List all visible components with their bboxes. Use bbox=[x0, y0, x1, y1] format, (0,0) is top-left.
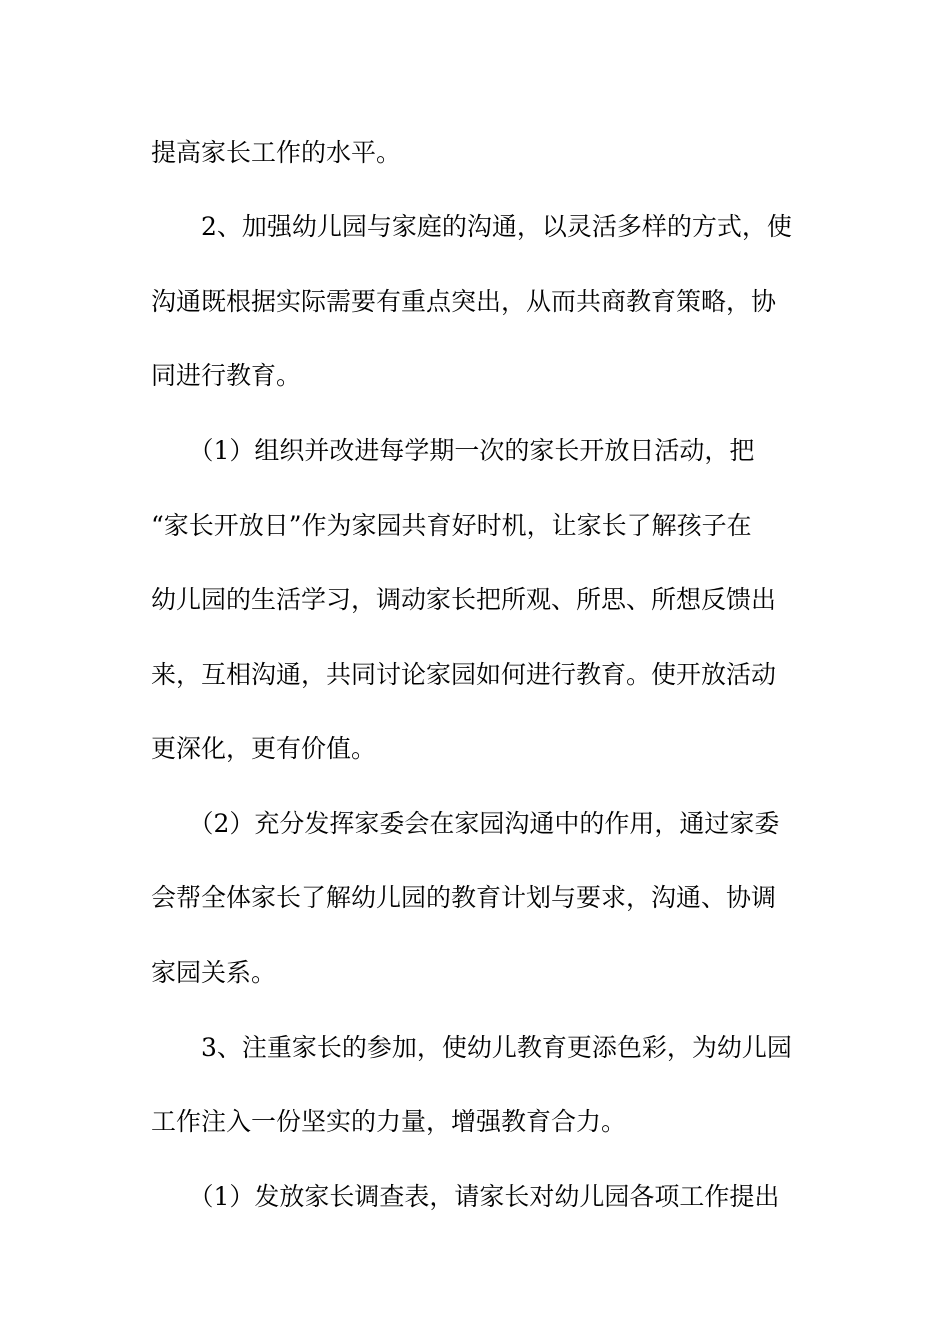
text-line: “家长开放日”作为家园共育好时机，让家长了解孩子在 bbox=[151, 511, 752, 540]
text-line: （1）发放家长调查表，请家长对幼儿园各项工作提出 bbox=[151, 1182, 780, 1211]
text-line: （2）充分发挥家委会在家园沟通中的作用，通过家委 bbox=[151, 809, 780, 838]
text-line: 幼儿园的生活学习，调动家长把所观、所思、所想反馈出 bbox=[151, 585, 777, 614]
text-line: 同进行教育。 bbox=[151, 361, 302, 390]
text-line: 沟通既根据实际需要有重点突出，从而共商教育策略，协 bbox=[151, 287, 777, 316]
text-line: 来，互相沟通，共同讨论家园如何进行教育。使开放活动 bbox=[151, 660, 777, 689]
text-line: 会帮全体家长了解幼儿园的教育计划与要求，沟通、协调 bbox=[151, 883, 777, 912]
text-line: 提高家长工作的水平。 bbox=[151, 138, 402, 167]
text-line: （1）组织并改进每学期一次的家长开放日活动，把 bbox=[151, 436, 755, 465]
text-line: 更深化，更有价值。 bbox=[151, 734, 377, 763]
text-line: 3、注重家长的参加，使幼儿教育更添色彩，为幼儿园 bbox=[151, 1033, 792, 1062]
text-line: 2、加强幼儿园与家庭的沟通，以灵活多样的方式，使 bbox=[151, 212, 792, 241]
text-line: 工作注入一份坚实的力量，增强教育合力。 bbox=[151, 1107, 627, 1136]
text-line: 家园关系。 bbox=[151, 958, 277, 987]
